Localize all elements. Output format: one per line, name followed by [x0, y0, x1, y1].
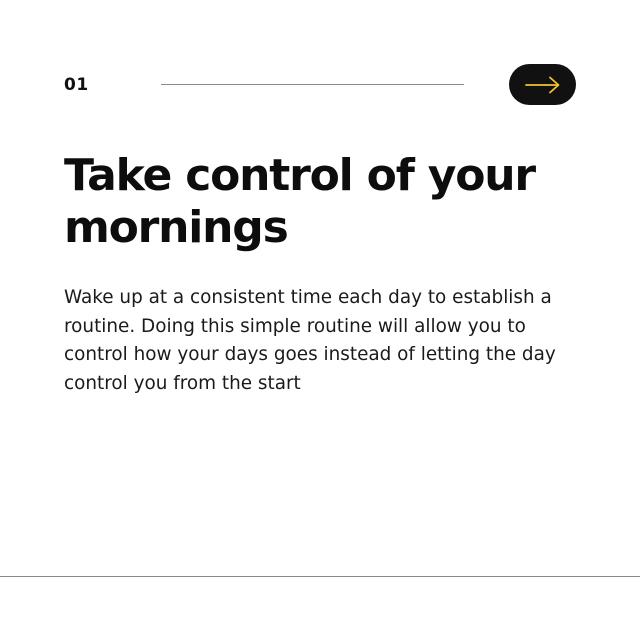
next-button[interactable] [509, 64, 576, 105]
body-paragraph: Wake up at a consistent time each day to establish a routine. Doing this simple routine will allow you to control how your days goes instead of letting the day control you from the start [64, 287, 556, 394]
page-title: Take control of your mornings [64, 150, 535, 253]
top-divider [161, 84, 464, 85]
bottom-divider [0, 576, 640, 577]
slide-number: 01 [64, 75, 89, 95]
arrow-right-icon [525, 76, 561, 94]
